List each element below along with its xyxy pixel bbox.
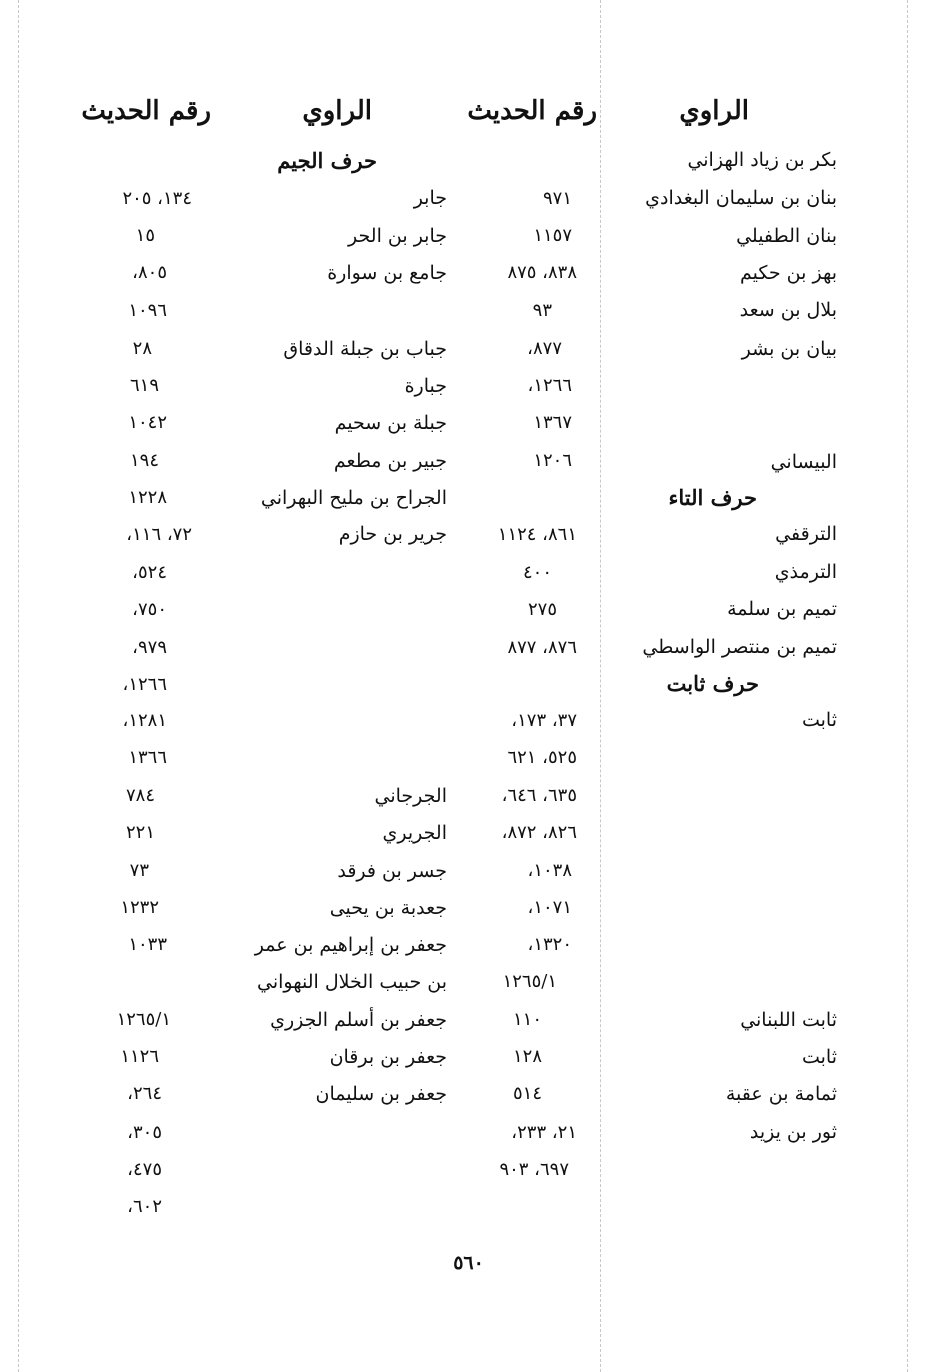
right-margin-line xyxy=(907,0,908,1372)
list-item: ١٥ xyxy=(135,225,155,246)
list-item: ٥١٤ xyxy=(512,1083,542,1104)
header-left-number: رقم الحديث xyxy=(81,96,211,126)
list-item: ٧٨٤ xyxy=(125,785,155,806)
list-item: جعفر بن أسلم الجزري xyxy=(270,1009,447,1031)
list-item: ١١٠ xyxy=(512,1009,542,1030)
list-item: جامع بن سوارة xyxy=(327,262,447,284)
list-item: ٢٨ xyxy=(132,338,152,359)
list-item: ١٢٦٥/١ xyxy=(502,971,557,992)
list-item: ٤٧٥، xyxy=(127,1159,162,1180)
list-item: ١٢٦٦، xyxy=(527,375,572,396)
list-item: ١٢٨ xyxy=(512,1046,542,1067)
list-item: الترمذي xyxy=(774,561,837,583)
list-item: ١٣٢٠، xyxy=(527,934,572,955)
list-item: ٩٧١ xyxy=(542,188,572,209)
list-item: تميم بن منتصر الواسطي xyxy=(642,636,837,658)
list-item: ٢٢١ xyxy=(125,822,155,843)
list-item: ١٢٦٦، xyxy=(122,674,167,695)
section-heading-ta: حرف التاء xyxy=(668,485,757,510)
list-item: بكر بن زياد الهزاني xyxy=(687,149,837,171)
list-item: ٣٠٥، xyxy=(127,1122,162,1143)
list-item: البيساني xyxy=(770,451,837,473)
list-item: ١٠٣٣ xyxy=(128,934,167,955)
list-item: ٣٧، ١٧٣، xyxy=(511,710,577,731)
list-item: بيان بن بشر xyxy=(741,338,837,360)
list-item: ٥٢٥، ٦٢١ xyxy=(507,747,577,768)
list-item: ١٣٦٧ xyxy=(533,412,572,433)
list-item: جعدبة بن يحيى xyxy=(329,897,447,919)
list-item: جعفر بن برقان xyxy=(329,1046,447,1068)
list-item: ٩٧٩، xyxy=(132,637,167,658)
list-item: جبلة بن سحيم xyxy=(334,412,447,434)
list-item: ٦٣٥، ٦٤٦، xyxy=(501,785,577,806)
list-item: ٦٠٢، xyxy=(127,1196,162,1217)
list-item: الترقفي xyxy=(775,523,837,545)
list-item: ٧٣ xyxy=(129,860,149,881)
list-item: ٢٧٥ xyxy=(527,599,557,620)
list-item: ٨٢٦، ٨٧٢، xyxy=(501,822,577,843)
list-item: ثابت xyxy=(801,709,837,731)
list-item: بنان الطفيلي xyxy=(736,225,837,247)
list-item: جرير بن حازم xyxy=(338,523,447,545)
list-item: ثابت xyxy=(801,1046,837,1068)
list-item: جسر بن فرقد xyxy=(337,860,447,882)
list-item: ١١٥٧ xyxy=(533,225,572,246)
list-item: ١١٢٦ xyxy=(120,1046,159,1067)
list-item: جابر xyxy=(413,187,447,209)
list-item: ٨٧٦، ٨٧٧ xyxy=(507,637,577,658)
list-item: ٨٣٨، ٨٧٥ xyxy=(507,262,577,283)
list-item: ٨٦١، ١١٢٤ xyxy=(497,524,577,545)
list-item: ثمامة بن عقبة xyxy=(725,1083,837,1105)
list-item: جعفر بن سليمان xyxy=(315,1083,447,1105)
list-item: ١٠٣٨، xyxy=(527,860,572,881)
list-item: ٨٠٥، xyxy=(132,262,167,283)
left-margin-line xyxy=(18,0,19,1372)
list-item: جبير بن مطعم xyxy=(333,450,447,472)
section-heading-jim: حرف الجيم xyxy=(277,148,377,173)
list-item: جعفر بن إبراهيم بن عمر xyxy=(254,934,447,956)
list-item: ١٢٢٨ xyxy=(128,487,167,508)
list-item: جبارة xyxy=(404,375,447,397)
section-heading-thabit: حرف ثابت xyxy=(666,671,759,696)
list-item: الجراح بن مليح البهراني xyxy=(260,487,447,509)
list-item: بن حبيب الخلال النهواني xyxy=(257,971,447,993)
list-item: بلال بن سعد xyxy=(739,299,837,321)
list-item: ٨٧٧، xyxy=(527,338,562,359)
list-item: ١٠٩٦ xyxy=(128,300,167,321)
list-item: ٢٦٤، xyxy=(127,1083,162,1104)
list-item: ١٢٠٦ xyxy=(533,450,572,471)
list-item: ١٢٦٥/١ xyxy=(116,1009,171,1030)
list-item: الجريري xyxy=(382,822,447,844)
list-item: بنان بن سليمان البغدادي xyxy=(645,187,837,209)
list-item: ثابت اللبناني xyxy=(740,1009,837,1031)
list-item: ثور بن يزيد xyxy=(749,1121,837,1143)
list-item: ٧٢، ١١٦، xyxy=(126,524,192,545)
list-item: ١٢٨١، xyxy=(122,710,167,731)
list-item: ٢١، ٢٣٣، xyxy=(511,1122,577,1143)
column-divider xyxy=(600,0,601,1372)
list-item: جباب بن جبلة الدقاق xyxy=(283,338,447,360)
list-item: جابر بن الحر xyxy=(348,225,447,247)
header-right-number: رقم الحديث xyxy=(467,96,597,126)
header-right-narrator: الراوي xyxy=(679,96,749,126)
list-item: تميم بن سلمة xyxy=(727,598,837,620)
list-item: ٦١٩ xyxy=(129,375,159,396)
list-item: ٤٠٠ xyxy=(522,562,552,583)
list-item: ١٢٣٢ xyxy=(120,897,159,918)
list-item: ٦٩٧، ٩٠٣ xyxy=(499,1159,569,1180)
list-item: ١٣٦٦ xyxy=(128,747,167,768)
list-item: ٧٥٠، xyxy=(132,599,167,620)
list-item: ١٩٤ xyxy=(129,450,159,471)
list-item: الجرجاني xyxy=(374,785,447,807)
list-item: ٥٢٤، xyxy=(132,562,167,583)
header-left-narrator: الراوي xyxy=(302,96,372,126)
page-number: ٥٦٠ xyxy=(453,1252,484,1274)
list-item: ٩٣ xyxy=(532,300,552,321)
list-item: ١٠٧١، xyxy=(527,897,572,918)
list-item: بهز بن حكيم xyxy=(740,262,837,284)
list-item: ١٣٤، ٢٠٥ xyxy=(122,188,192,209)
list-item: ١٠٤٢ xyxy=(128,412,167,433)
